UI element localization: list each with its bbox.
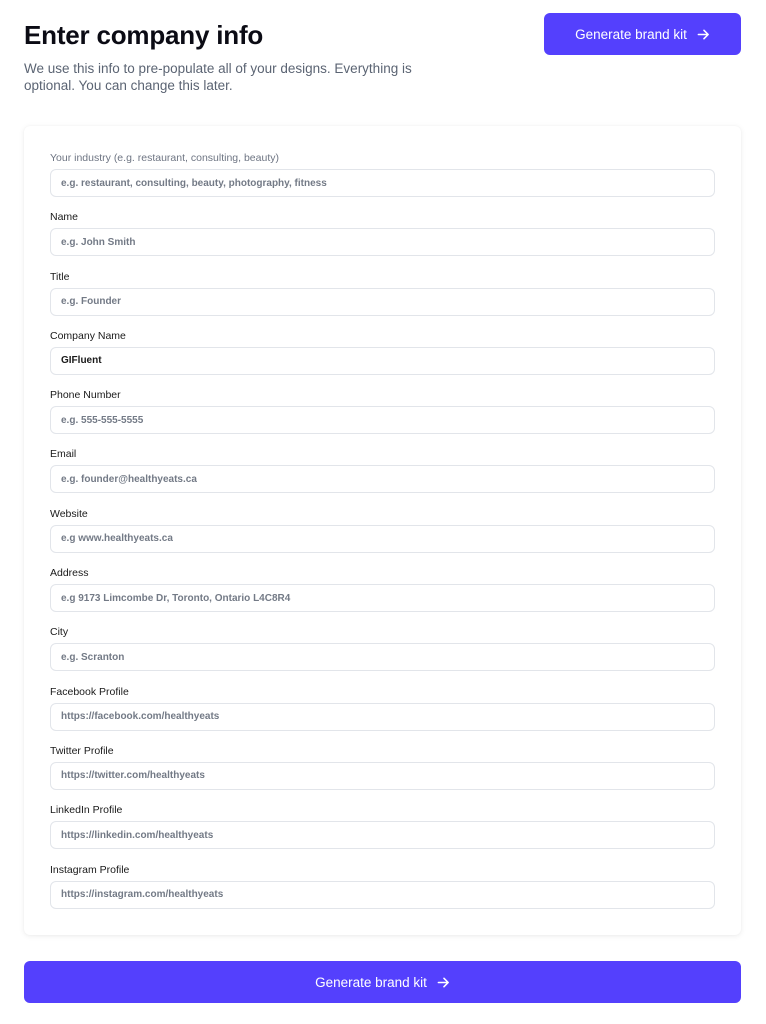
industry-input[interactable] bbox=[50, 169, 715, 197]
address-input[interactable] bbox=[50, 584, 715, 612]
generate-brand-kit-label: Generate brand kit bbox=[315, 974, 427, 990]
phone-label: Phone Number bbox=[50, 389, 121, 402]
page-header bbox=[24, 18, 454, 94]
title-label: Title bbox=[50, 270, 70, 283]
twitter-field-group bbox=[50, 744, 715, 803]
linkedin-label: LinkedIn Profile bbox=[50, 804, 123, 817]
instagram-field-group bbox=[50, 863, 715, 922]
email-label: Email bbox=[50, 448, 77, 461]
website-label: Website bbox=[50, 507, 88, 520]
name-field-group bbox=[50, 210, 715, 269]
city-field-group bbox=[50, 625, 715, 684]
company-name-input[interactable] bbox=[50, 347, 715, 375]
address-field-group bbox=[50, 566, 715, 625]
city-input[interactable] bbox=[50, 643, 715, 671]
linkedin-field-group bbox=[50, 803, 715, 862]
twitter-label: Twitter Profile bbox=[50, 744, 114, 757]
generate-brand-kit-label: Generate brand kit bbox=[575, 26, 687, 42]
phone-input[interactable] bbox=[50, 406, 715, 434]
instagram-input[interactable] bbox=[50, 881, 715, 909]
page-title: Enter company info bbox=[24, 20, 264, 50]
company-name-label: Company Name bbox=[50, 329, 126, 342]
email-field-group bbox=[50, 447, 715, 506]
title-field-group bbox=[50, 270, 715, 329]
phone-field-group bbox=[50, 388, 715, 447]
name-label: Name bbox=[50, 211, 79, 224]
company-info-form bbox=[24, 126, 741, 935]
facebook-input[interactable] bbox=[50, 703, 715, 731]
company-name-field-group bbox=[50, 329, 715, 388]
industry-label: Your industry (e.g. restaurant, consulting, beauty) bbox=[50, 152, 279, 164]
name-input[interactable] bbox=[50, 228, 715, 256]
website-input[interactable] bbox=[50, 525, 715, 553]
city-label: City bbox=[50, 626, 69, 639]
generate-brand-kit-button-bottom[interactable] bbox=[24, 961, 741, 1003]
page-subtitle: We use this info to pre-populate all of your designs. Everything is optional. You can change this later. bbox=[24, 61, 412, 93]
facebook-label: Facebook Profile bbox=[50, 685, 129, 698]
arrow-right-icon bbox=[697, 28, 710, 41]
linkedin-input[interactable] bbox=[50, 821, 715, 849]
twitter-input[interactable] bbox=[50, 762, 715, 790]
address-label: Address bbox=[50, 567, 89, 580]
website-field-group bbox=[50, 507, 715, 566]
arrow-right-icon bbox=[437, 976, 450, 989]
instagram-label: Instagram Profile bbox=[50, 863, 130, 876]
industry-field-group bbox=[50, 151, 715, 210]
facebook-field-group bbox=[50, 685, 715, 744]
title-input[interactable] bbox=[50, 288, 715, 316]
email-input[interactable] bbox=[50, 465, 715, 493]
generate-brand-kit-button-top[interactable] bbox=[544, 13, 741, 55]
